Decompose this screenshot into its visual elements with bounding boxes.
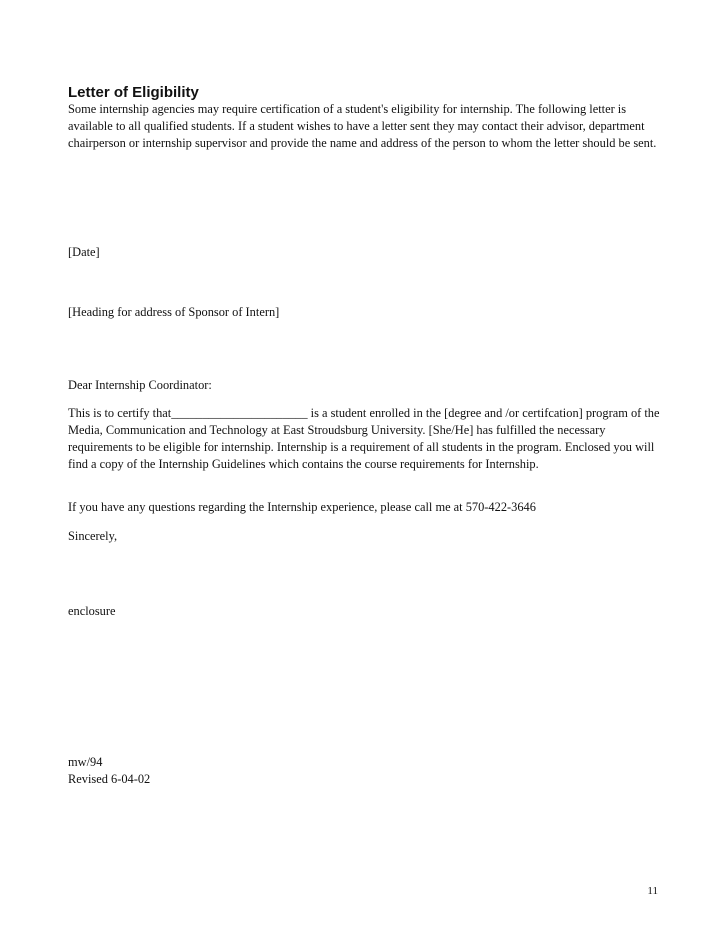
closing: Sincerely, <box>68 529 118 543</box>
intro-section <box>68 84 664 152</box>
salutation: Dear Internship Coordinator: <box>68 378 212 392</box>
initials: mw/94 <box>68 755 103 769</box>
intro-paragraph: Some internship agencies may require certification of a student's eligibility for internship. The following letter is available to all qualified students. If a student wishes to have a letter sent they may contact their advisor, department chairperson or internship supervisor and provide the name and address of the person to whom the letter should be sent. <box>68 102 657 150</box>
date-placeholder: [Date] <box>68 245 100 259</box>
enclosure-note: enclosure <box>68 604 116 618</box>
questions-paragraph: If you have any questions regarding the Internship experience, please call me at 570-422-3646 <box>68 500 536 514</box>
revision-note: Revised 6-04-02 <box>68 772 151 786</box>
address-placeholder: [Heading for address of Sponsor of Intern] <box>68 305 280 319</box>
body-paragraph: This is to certify that______________________ is a student enrolled in the [degree and /or certifcation] program of the Media, Communication and Technology at East Stroudsburg University. [She/He] has fulfilled the necessary requirements to be eligible for internship. Internship is a requirement of all students in the program. Enclosed you will find a copy of the Internship Guidelines which contains the course requirements for Internship. <box>68 406 660 471</box>
page-number: 11 <box>647 885 658 897</box>
document-title: Letter of Eligibility <box>68 84 199 101</box>
